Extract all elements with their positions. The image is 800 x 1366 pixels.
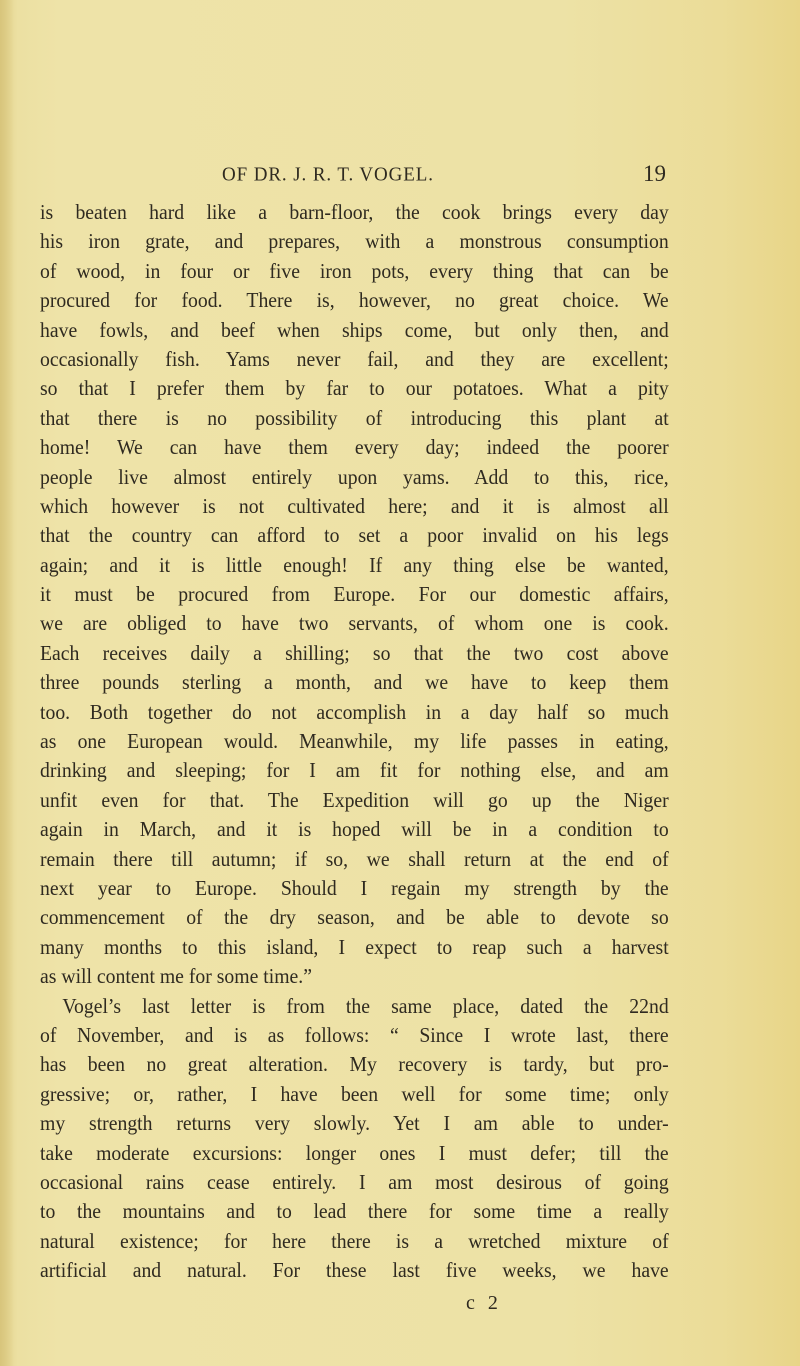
text-line: next year to Europe. Should I regain my strength by the [40,875,669,900]
text-line: we are obliged to have two servants, of whom one is cook. [40,611,669,636]
text-line: that there is no possibility of introducing this plant at [40,405,669,430]
text-line: is beaten hard like a barn-floor, the cook brings every day [40,200,669,224]
text-line: gressive; or, rather, I have been well for some time; only [40,1081,669,1106]
text-line: his iron grate, and prepares, with a monstrous consumption [40,229,669,254]
body-text [40,198,668,1285]
text-line: it must be procured from Europe. For our domestic affairs, [40,582,669,607]
text-line-paragraph-end: as will content me for some time.” [40,964,312,989]
text-line: home! We can have them every day; indeed the poorer [40,435,669,460]
text-line: natural existence; for here there is a wretched mixture of [40,1228,669,1253]
text-line: occasional rains cease entirely. I am most desirous of going [40,1169,669,1194]
text-line: take moderate excursions: longer ones I must defer; till the [40,1140,669,1165]
text-line: occasionally fish. Yams never fail, and they are excellent; [40,346,669,371]
signature-mark: c 2 [466,1292,502,1314]
text-line: many months to this island, I expect to reap such a harvest [40,934,669,959]
text-line: people live almost entirely upon yams. Add to this, rice, [40,464,669,489]
text-line: again; and it is little enough! If any thing else be wanted, [40,552,669,577]
text-line: procured for food. There is, however, no great choice. We [40,288,669,313]
text-line: unfit even for that. The Expedition will go up the Niger [40,787,669,812]
text-line: my strength returns very slowly. Yet I am able to under- [40,1111,669,1136]
text-line: to the mountains and to lead there for some time a really [40,1199,669,1224]
text-line: have fowls, and beef when ships come, but only then, and [40,317,669,342]
text-line: that the country can afford to set a poor invalid on his legs [40,523,669,548]
running-head [40,163,666,193]
text-line: too. Both together do not accomplish in a day half so much [40,699,669,724]
text-line: which however is not cultivated here; and it is almost all [40,493,669,518]
text-line: drinking and sleeping; for I am fit for nothing else, and am [40,758,669,783]
page-edge-shadow [0,0,14,1366]
text-line: three pounds sterling a month, and we have to keep them [40,670,669,695]
text-line: artificial and natural. For these last five weeks, we have [40,1258,669,1283]
text-line: Each receives daily a shilling; so that the two cost above [40,640,669,665]
text-line: again in March, and it is hoped will be in a condition to [40,817,669,842]
text-line: so that I prefer them by far to our potatoes. What a pity [40,376,669,401]
running-title: OF DR. J. R. T. VOGEL. [222,163,434,186]
text-line: as one European would. Meanwhile, my life passes in eating, [40,729,669,754]
text-line: remain there till autumn; if so, we shall return at the end of [40,846,669,871]
text-line-paragraph-start: Vogel’s last letter is from the same place, dated the 22nd [62,993,669,1018]
text-line: has been no great alteration. My recovery is tardy, but pro- [40,1052,669,1077]
text-line: of November, and is as follows: “ Since I wrote last, there [40,1022,669,1047]
text-line: of wood, in four or five iron pots, every thing that can be [40,258,669,283]
page-number: 19 [643,161,666,186]
text-line: commencement of the dry season, and be able to devote so [40,905,669,930]
